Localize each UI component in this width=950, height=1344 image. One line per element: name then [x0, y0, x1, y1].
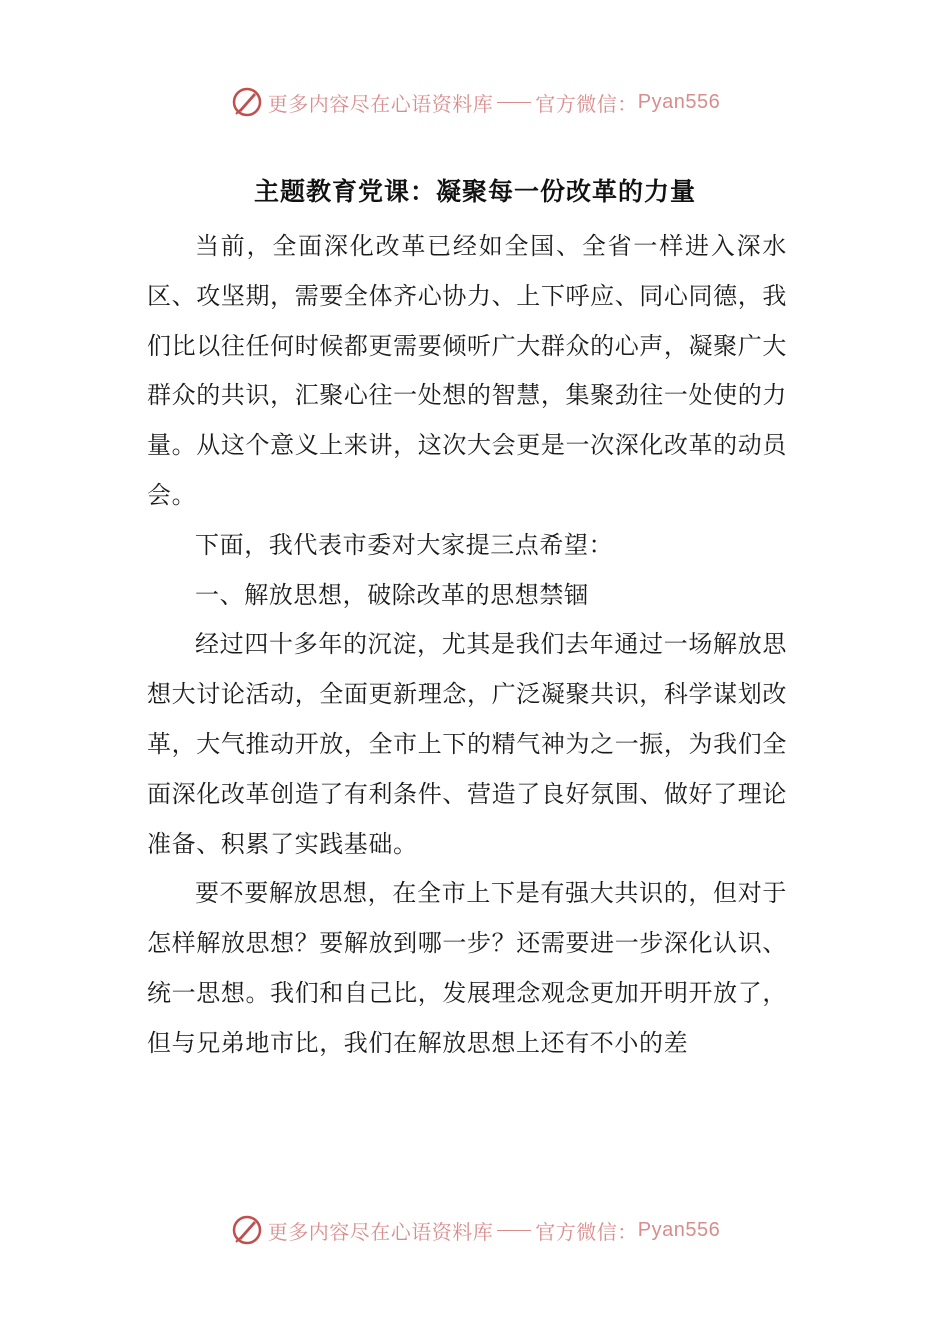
- watermark-dash: [497, 102, 531, 103]
- watermark-label: 官方微信：: [535, 91, 638, 116]
- document-body: [147, 222, 787, 1069]
- document-title: 主题教育党课：凝聚每一份改革的力量: [253, 177, 696, 206]
- quill-logo-icon: [230, 85, 264, 119]
- watermark-label: 官方微信：: [535, 1219, 638, 1244]
- paragraph: 要不要解放思想，在全市上下是有强大共识的，但对于怎样解放思想？要解放到哪一步？还需要进一步深化认识、统一思想。我们和自己比，发展理念观念更加开明开放了，但与兄弟地市比，我们在解放思想上还有不小的差: [147, 879, 787, 1057]
- watermark-dash: [497, 1230, 531, 1231]
- watermark-text: 更多内容尽在心语资料库: [267, 1219, 494, 1244]
- watermark-text: 更多内容尽在心语资料库: [267, 91, 494, 116]
- watermark-wechat: Pyan556: [637, 90, 721, 113]
- paragraph: 下面，我代表市委对大家提三点希望：: [195, 530, 614, 559]
- quill-logo-icon: [230, 1213, 264, 1247]
- paragraph: 当前，全面深化改革已经如全国、全省一样进入深水区、攻坚期，需要全体齐心协力、上下呼应、同心同德，我们比以往任何时候都更需要倾听广大群众的心声，凝聚广大群众的共识，汇聚心往一处想的智慧，集聚劲往一处使的力量。从这个意义上来讲，这次大会更是一次深化改革的动员会。: [147, 232, 787, 509]
- paragraph: 经过四十多年的沉淀，尤其是我们去年通过一场解放思想大讨论活动，全面更新理念，广泛凝聚共识，科学谋划改革，大气推动开放，全市上下的精气神为之一振，为我们全面深化改革创造了有利条件、营造了良好氛围、做好了理论准备、积累了实践基础。: [147, 630, 787, 858]
- header-watermark: [0, 80, 950, 124]
- section-heading: 一、解放思想，破除改革的思想禁锢: [195, 580, 589, 609]
- footer-watermark: [0, 1208, 950, 1252]
- watermark-wechat: Pyan556: [637, 1218, 721, 1241]
